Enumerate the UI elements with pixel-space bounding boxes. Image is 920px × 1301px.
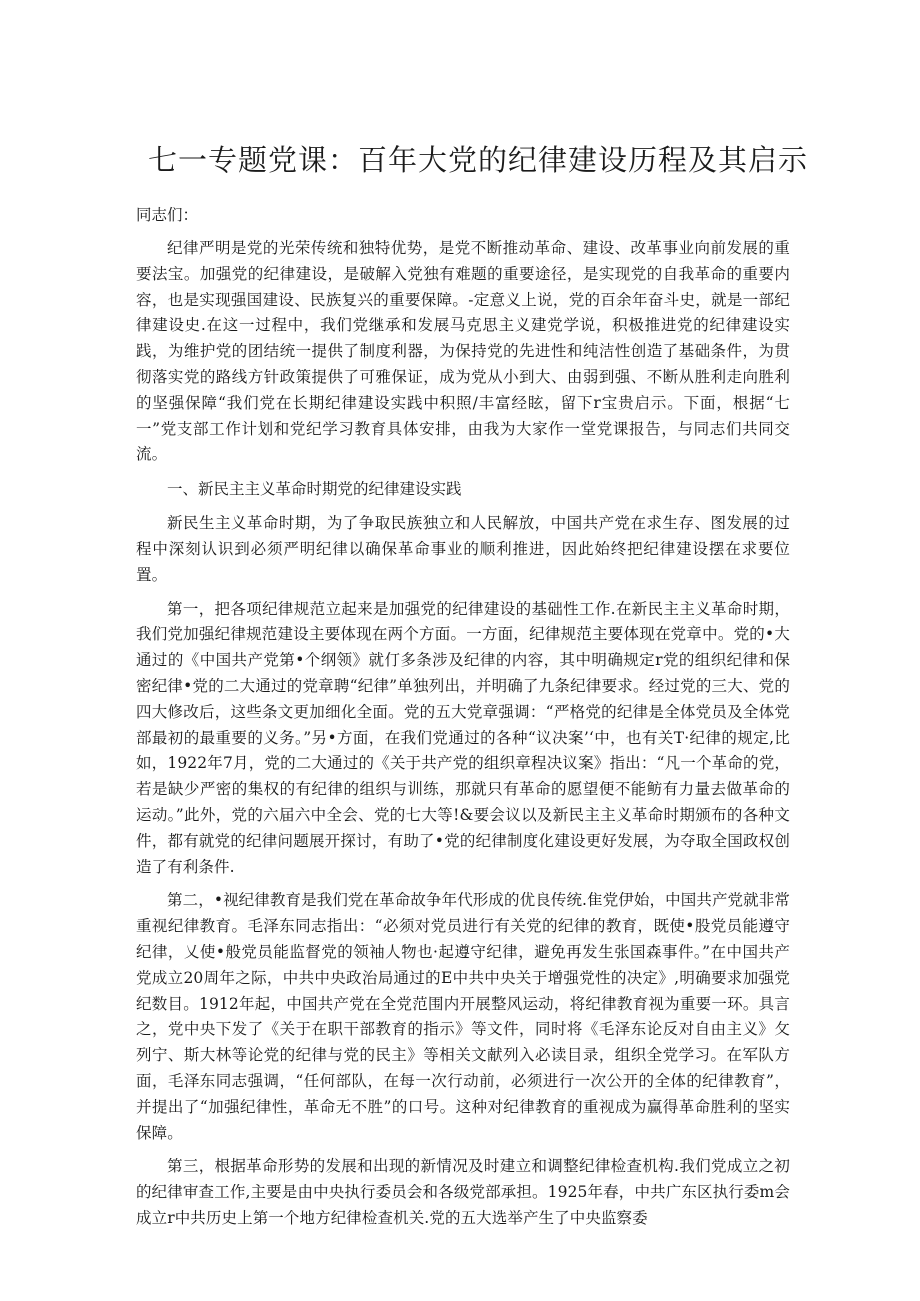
paragraph-section1-intro: 新民生主义革命时期，为了争取民族独立和人民解放，中国共产党在求生存、图发展的过程中深刻认识到必须严明纪律以确保革命事业的顺利推进，因此始终把纪律建设摆在求要位置。 <box>136 514 790 584</box>
document-title: 七一专题党课：百年大党的纪律建设历程及其启示 <box>148 143 809 177</box>
paragraph-point-1: 第一，把各项纪律规范立起来是加强党的纪律建设的基础性工作.在新民主主义革命时期，我们党加强纪律规范建设主要体现在两个方面。一方面，纪律规范主要体现在党章中。党的•大通过的《中国共产党第•个纲领》就仃多条涉及纪律的内容，其中明确规定r党的组织纪律和保密纪律•党的二大通过的党章聘“纪律”单独列出，并明确了九条纪律要求。经过党的三大、党的四大修改后，这些条文更加细化全面。党的五大党章强调：“严格党的纪律是全体党员及全体党部最初的最重要的义务。”另•方面，在我们党通过的各种“议决案’‘中，也有关T·纪律的规定,比如，1922年7月，党的二大通过的《关于共产党的组织章程决议案》指出：“凡一个革命的党，若是缺少严密的集权的有纪律的组织与训练，那就只有革命的愿望便不能鲂有力量去做革命的运动。”此外，党的六届六中全会、党的七大等!&要会议以及新民主主义革命时期颁布的各种文件，都有就党的纪律问题展开探讨，有助了•党的纪律制度化建设更好发展，为夺取全国政权创造了有利条件. <box>136 599 790 876</box>
salutation: 同志们： <box>136 206 199 224</box>
paragraph-point-3: 第三，根据革命形势的发展和出现的新情况及时建立和调整纪律检查机构.我们党成立之初的纪律审查工作,主要是由中央执行委员会和各级党部承担。1925年春，中共广东区执行委m会成立r中共历史上第一个地方纪律检查机关.党的五大选举产生了中央监察委 <box>136 1157 790 1227</box>
paragraph-point-2: 第二，•视纪律教育是我们党在革命故争年代形成的优良传统.隹党伊始，中国共产党就非常重视纪律教育。毛泽东同志指出：“必须对党员进行有关党的纪律的教育，既使•股党员能遵守纪律，乂使•般党员能监督党的领袖人物也·起遵守纪律，避免再发生张国森事件。”在中国共产党成立20周年之际，中共中央政治局通过的E中共中央关于增强党性的决定》,明确要求加强党纪数目。1912年起，中国共产党在全党范围内开展整风运动，将纪律教育视为重要一环。具言之，党中央下发了《关于在职干部教育的指示》等文件，同时将《毛泽东论反对自由主义》攵列宁、斯大林等论党的纪律与党的民主》等相关文献列入必读目录，组织全党学习。在军队方面，毛泽东同志强调，“任何部队，在每一次行动前，必须进行一次公开的全体的纪律教育”，并提出了“加强纪律性，革命无不胜”的口号。这种对纪律教育的重视成为赢得革命胜利的坚实保障。 <box>136 891 790 1142</box>
section-heading-1: 一、新民主主义革命时期党的纪律建设实践 <box>167 480 462 499</box>
paragraph-intro: 纪律严明是党的光荣传统和独特优势，是党不断推动革命、建设、改革事业向前发展的重要法宝。加强党的纪律建设，是破解入党独有难题的重要途径，是实现党的自我革命的重要内容，也是实现强国建设、民族复兴的重要保障。-定意义上说，党的百余年奋斗史，就是一部纪律建设史.在这一过程中，我们党继承和发展马克思主义建党学说，积极推进党的纪律建设实践，为维护党的团结统一提供了制度利器，为保持党的先进性和纯洁性创造了基础条件，为贯彻落实党的路线方针政策提供了可雅保证，成为党从小到大、由弱到强、不断从胜利走向胜利的坚强保障“我们党在长期纪律建设实践中积照/丰富经眩，留下r宝贵启示。下面，根据“七一”党支部工作计划和党纪学习教育具体安排，由我为大家作一堂党课报告，与同志们共同交流。 <box>136 239 790 464</box>
